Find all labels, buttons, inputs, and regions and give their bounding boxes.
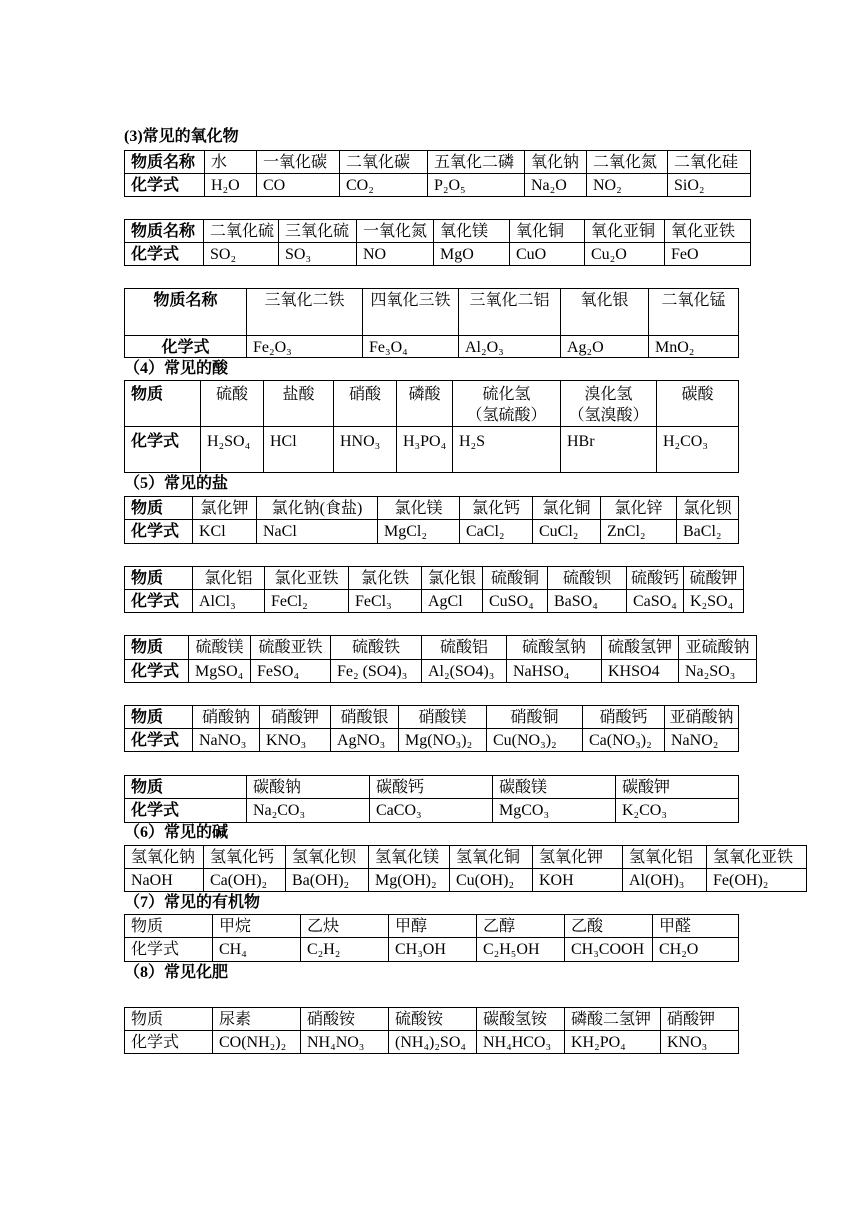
chemical-formula-cell: CuCl₂ [533,520,601,544]
chemical-formula-cell: NO₂ [587,174,668,197]
chemical-formula-cell: Ca(OH)₂ [204,869,286,892]
chemical-formula-cell: MgCO₃ [493,799,616,823]
substance-name-cell: 碳酸氢铵 [477,1008,565,1031]
substance-name-cell: 硝酸银 [331,706,399,729]
chemical-formula-row [125,590,744,613]
chemical-formula-cell: CaSO₄ [627,590,684,613]
chemical-formula-row [125,1031,739,1054]
chemical-formula-cell: ZnCl₂ [601,520,677,544]
chemical-formula-cell: C₂H₅OH [477,938,565,962]
chemical-formula-cell: (NH₄)₂SO₄ [389,1031,477,1054]
substance-name-cell: 二氧化硫 [204,220,279,243]
chemical-formula-cell: NH₄NO₃ [301,1031,389,1054]
substance-name-cell: 硝酸钾 [260,706,331,729]
chemical-formula-cell: NaOH [125,869,204,892]
chemical-formula-cell: Ca(NO₃)₂ [583,729,665,752]
chemical-formula-cell: CuO [510,243,585,266]
substance-name-row [125,846,807,869]
substance-name-cell: 甲醛 [653,915,739,938]
substance-name-cell: 硫酸铵 [389,1008,477,1031]
substance-name-cell: 硫酸钾 [684,567,744,590]
substance-name-cell: 硫酸铁 [331,636,422,660]
section-heading-oxides: (3)常见的氧化物 [124,128,239,145]
chemical-formula-cell: Ba(OH)₂ [286,869,369,892]
row-label-formula: 化学式 [125,590,193,613]
substance-name-cell: 氢氧化钾 [533,846,623,869]
substance-name-cell: 硫酸 [201,381,264,427]
substance-name-cell: 氯化钙 [460,497,533,520]
substance-name-cell: 氢氧化镁 [369,846,450,869]
substance-name-cell: 碳酸钾 [616,776,739,799]
chemical-formula-cell: KCl [193,520,257,544]
chemical-formula-cell: Cu(NO₃)₂ [487,729,583,752]
substance-name-cell: 四氧化三铁 [363,289,459,336]
substance-name-cell: 亚硝酸钠 [665,706,739,729]
chemical-formula-cell: H₂O [205,174,257,197]
salts-table-1 [124,496,739,544]
substance-name-cell: 硫酸氢钠 [507,636,602,660]
chemical-formula-cell: KH₂PO₄ [565,1031,661,1054]
row-label-substance: 物质 [125,915,213,938]
chemical-formula-cell: H₂S [453,427,561,473]
row-label-substance: 物质 [125,381,201,427]
chemical-formula-cell: KHSO4 [602,660,679,683]
chemical-formula-cell: HBr [561,427,657,473]
substance-name-row [125,915,739,938]
chemical-formula-cell: FeCl₃ [349,590,422,613]
chemical-formula-cell: Fe₃O₄ [363,336,459,358]
substance-name-row [125,497,739,520]
substance-name-cell: 硫酸铜 [483,567,548,590]
chemical-formula-cell: Fe₂ (SO4)₃ [331,660,422,683]
chemical-formula-cell: CuSO₄ [483,590,548,613]
substance-name-cell: 硫酸铝 [422,636,507,660]
chemical-formula-cell: Fe₂O₃ [247,336,363,358]
row-label-formula: 化学式 [125,336,247,358]
fertilizers-table [124,1007,739,1054]
substance-name-cell: 三氧化二铝 [459,289,561,336]
substance-name-cell: 氢氧化铝 [623,846,707,869]
salts-table-4 [124,705,739,752]
substance-name-cell: 氯化亚铁 [265,567,349,590]
chemical-formula-cell: CH₃OH [389,938,477,962]
chemical-formula-cell: HNO₃ [334,427,397,473]
oxides-table-1 [124,150,751,197]
chemical-formula-row [125,243,751,266]
row-label-formula: 化学式 [125,729,193,752]
substance-name-cell: 盐酸 [264,381,334,427]
substance-name-cell: 三氧化硫 [279,220,357,243]
chemical-formula-cell: NaNO₃ [193,729,260,752]
substance-name-cell: 硝酸铵 [301,1008,389,1031]
substance-name-cell: 氯化铜 [533,497,601,520]
chemical-formula-row [125,174,751,197]
chemical-formula-cell: KOH [533,869,623,892]
salts-table-2 [124,566,744,613]
substance-name-cell: 硫化氢 （氢硫酸） [453,381,561,427]
substance-name-cell: 一氧化氮 [357,220,434,243]
substance-name-cell: 氯化铁 [349,567,422,590]
row-label-formula: 化学式 [125,938,213,962]
chemical-formula-cell: H₂CO₃ [657,427,739,473]
substance-name-cell: 氧化亚铜 [585,220,665,243]
row-label-substance: 物质名称 [125,151,205,174]
chemical-formula-cell: NaNO₂ [665,729,739,752]
substance-name-cell: 硝酸钾 [661,1008,739,1031]
salts-table-3 [124,635,757,683]
substance-name-cell: 二氧化硅 [668,151,751,174]
substance-name-cell: 硝酸镁 [399,706,487,729]
chemical-formula-cell: NH₄HCO₃ [477,1031,565,1054]
chemical-formula-cell: Mg(OH)₂ [369,869,450,892]
chemical-formula-cell: NaHSO₄ [507,660,602,683]
substance-name-row [125,151,751,174]
chemical-formula-cell: MgCl₂ [378,520,460,544]
substance-name-cell: 磷酸 [397,381,453,427]
row-label-substance: 物质 [125,497,193,520]
chemical-formula-cell: Na₂SO₃ [679,660,757,683]
chemical-formula-cell: FeCl₂ [265,590,349,613]
chemical-formula-cell: NaCl [257,520,378,544]
section-heading-salts: （5）常见的盐 [124,475,229,492]
row-label-formula: 化学式 [125,799,247,823]
oxides-table-3 [124,288,739,358]
chemical-formula-cell: CO₂ [340,174,428,197]
chemical-formula-row [125,427,739,473]
section-heading-bases: （6）常见的碱 [124,824,229,841]
chemical-formula-cell: CO(NH₂)₂ [213,1031,301,1054]
section-heading-fertilizers: （8）常见化肥 [124,964,229,981]
substance-name-cell: 氢氧化铜 [450,846,533,869]
substance-name-row [125,1008,739,1031]
chemical-formula-cell: Al(OH)₃ [623,869,707,892]
acids-table [124,380,739,473]
chemical-formula-cell: H₂SO₄ [201,427,264,473]
row-label-substance: 物质 [125,1008,213,1031]
substance-name-cell: 硫酸亚铁 [251,636,331,660]
chemical-formula-cell: P₂O₅ [428,174,525,197]
chemical-formula-cell: Cu₂O [585,243,665,266]
row-label-substance: 物质名称 [125,220,204,243]
chemical-formula-cell: K₂CO₃ [616,799,739,823]
chemical-formula-cell: FeO [665,243,751,266]
substance-name-row [125,706,739,729]
substance-name-cell: 氢氧化钙 [204,846,286,869]
row-label-formula: 化学式 [125,427,201,473]
section-heading-acids: （4）常见的酸 [124,360,229,377]
chemical-formula-cell: KNO₃ [661,1031,739,1054]
row-label-substance: 物质名称 [125,289,247,336]
chemical-formula-cell: Mg(NO₃)₂ [399,729,487,752]
substance-name-row [125,567,744,590]
substance-name-cell: 尿素 [213,1008,301,1031]
chemical-formula-cell: FeSO₄ [251,660,331,683]
substance-name-row [125,776,739,799]
substance-name-cell: 乙醇 [477,915,565,938]
chemical-formula-cell: BaSO₄ [548,590,627,613]
chemical-formula-cell: CH₄ [213,938,301,962]
bases-table [124,845,807,892]
substance-name-cell: 硫酸氢钾 [602,636,679,660]
chemical-formula-cell: MnO₂ [649,336,739,358]
chemical-formula-cell: Na₂O [525,174,587,197]
section-heading-organics: （7）常见的有机物 [124,894,261,911]
substance-name-cell: 一氧化碳 [257,151,340,174]
chemical-formula-cell: BaCl₂ [677,520,739,544]
substance-name-cell: 二氧化碳 [340,151,428,174]
substance-name-cell: 二氧化氮 [587,151,668,174]
chemical-formula-row [125,520,739,544]
substance-name-cell: 磷酸二氢钾 [565,1008,661,1031]
substance-name-cell: 氯化锌 [601,497,677,520]
chemical-formula-row [125,869,807,892]
substance-name-cell: 乙酸 [565,915,653,938]
substance-name-cell: 氯化钡 [677,497,739,520]
substance-name-cell: 氯化镁 [378,497,460,520]
chemical-formula-cell: AgCl [422,590,483,613]
substance-name-cell: 氢氧化钠 [125,846,204,869]
chemical-formula-cell: AgNO₃ [331,729,399,752]
substance-name-cell: 氯化铝 [193,567,265,590]
chemical-formula-row [125,799,739,823]
substance-name-cell: 氯化钠(食盐) [257,497,378,520]
row-label-formula: 化学式 [125,243,204,266]
substance-name-cell: 硫酸钙 [627,567,684,590]
chemical-formula-cell: CaCO₃ [370,799,493,823]
substance-name-cell: 氧化钠 [525,151,587,174]
chemical-formula-cell: CO [257,174,340,197]
substance-name-cell: 氧化亚铁 [665,220,751,243]
substance-name-cell: 硫酸镁 [189,636,251,660]
substance-name-cell: 硝酸钙 [583,706,665,729]
chemical-formula-cell: KNO₃ [260,729,331,752]
substance-name-row [125,289,739,336]
row-label-formula: 化学式 [125,1031,213,1054]
chemical-formula-cell: Ag₂O [561,336,649,358]
row-label-formula: 化学式 [125,174,205,197]
chemical-formula-row [125,729,739,752]
chemical-formula-cell: SO₃ [279,243,357,266]
substance-name-cell: 氧化银 [561,289,649,336]
substance-name-cell: 硝酸钠 [193,706,260,729]
substance-name-cell: 水 [205,151,257,174]
substance-name-cell: 氢氧化亚铁 [707,846,807,869]
chemical-formula-cell: MgO [434,243,510,266]
substance-name-row [125,381,739,427]
row-label-substance: 物质 [125,567,193,590]
chemical-formula-row [125,336,739,358]
substance-name-cell: 氧化镁 [434,220,510,243]
row-label-substance: 物质 [125,776,247,799]
substance-name-cell: 亚硫酸钠 [679,636,757,660]
substance-name-cell: 碳酸钠 [247,776,370,799]
salts-table-5 [124,775,739,823]
substance-name-cell: 硝酸铜 [487,706,583,729]
chemical-formula-cell: Al₂O₃ [459,336,561,358]
substance-name-cell: 甲烷 [213,915,301,938]
substance-name-cell: 溴化氢 （氢溴酸） [561,381,657,427]
chemical-formula-cell: AlCl₃ [193,590,265,613]
chemical-formula-cell: HCl [264,427,334,473]
substance-name-row [125,636,757,660]
chemical-formula-row [125,660,757,683]
substance-name-cell: 硫酸钡 [548,567,627,590]
substance-name-cell: 乙炔 [301,915,389,938]
substance-name-cell: 甲醇 [389,915,477,938]
chemical-formula-cell: C₂H₂ [301,938,389,962]
organic-compounds-table [124,914,739,962]
row-label-formula: 化学式 [125,660,189,683]
chemical-formula-cell: SiO₂ [668,174,751,197]
chemical-formula-cell: Al₂(SO4)₃ [422,660,507,683]
row-label-substance: 物质 [125,636,189,660]
chemical-formula-cell: Na₂CO₃ [247,799,370,823]
substance-name-cell: 硝酸 [334,381,397,427]
chemical-formula-cell: NO [357,243,434,266]
substance-name-cell: 三氧化二铁 [247,289,363,336]
substance-name-cell: 碳酸钙 [370,776,493,799]
substance-name-cell: 二氧化锰 [649,289,739,336]
chemical-formula-cell: Cu(OH)₂ [450,869,533,892]
chemical-formula-cell: CH₃COOH [565,938,653,962]
substance-name-cell: 氢氧化钡 [286,846,369,869]
chemical-formula-cell: CH₂O [653,938,739,962]
substance-name-cell: 碳酸 [657,381,739,427]
chemical-formula-cell: K₂SO₄ [684,590,744,613]
row-label-substance: 物质 [125,706,193,729]
oxides-table-2 [124,219,751,266]
substance-name-cell: 五氧化二磷 [428,151,525,174]
chemical-formula-cell: Fe(OH)₂ [707,869,807,892]
chemical-formula-cell: H₃PO₄ [397,427,453,473]
substance-name-row [125,220,751,243]
substance-name-cell: 氯化银 [422,567,483,590]
chemical-formula-row [125,938,739,962]
chemical-formula-cell: SO₂ [204,243,279,266]
substance-name-cell: 氯化钾 [193,497,257,520]
row-label-formula: 化学式 [125,520,193,544]
substance-name-cell: 碳酸镁 [493,776,616,799]
chemical-formula-cell: MgSO₄ [189,660,251,683]
chemical-formula-cell: CaCl₂ [460,520,533,544]
substance-name-cell: 氧化铜 [510,220,585,243]
